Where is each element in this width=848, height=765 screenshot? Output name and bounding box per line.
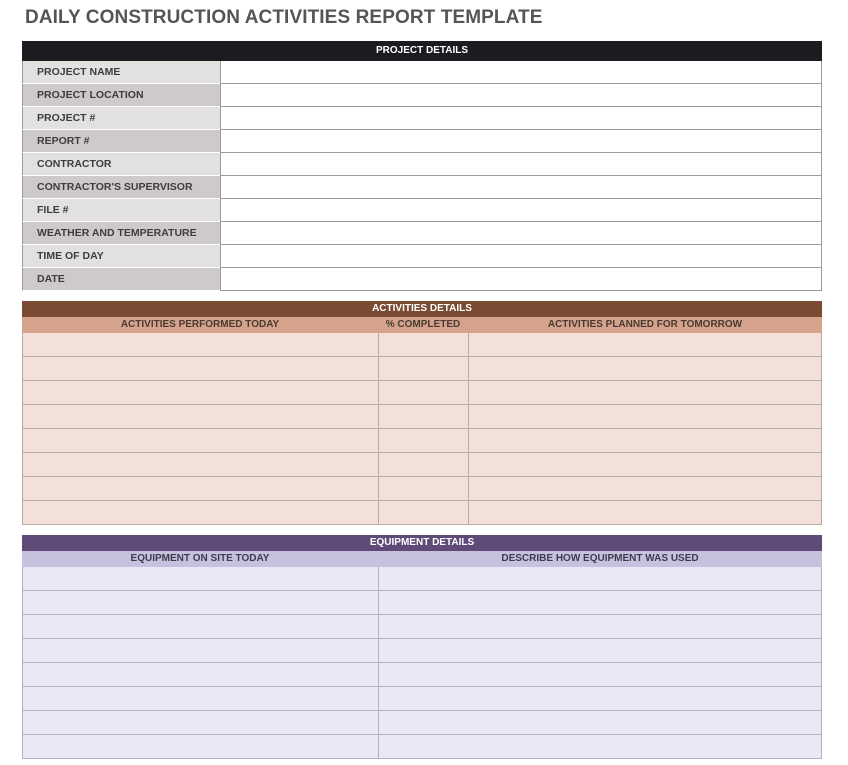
equipment-use-description-cell[interactable] bbox=[378, 735, 822, 759]
project-field-label: FILE # bbox=[22, 199, 220, 222]
activity-planned-cell[interactable] bbox=[468, 429, 822, 453]
activity-performed-cell[interactable] bbox=[22, 405, 378, 429]
equipment-column-headers bbox=[22, 551, 822, 567]
percent-completed-cell[interactable] bbox=[378, 501, 468, 525]
column-activities-planned-tomorrow: ACTIVITIES PLANNED FOR TOMORROW bbox=[547, 319, 743, 330]
activities-rows bbox=[22, 333, 822, 525]
table-row bbox=[22, 429, 822, 453]
table-row bbox=[22, 453, 822, 477]
activity-planned-cell[interactable] bbox=[468, 381, 822, 405]
activity-planned-cell[interactable] bbox=[468, 357, 822, 381]
activity-planned-cell[interactable] bbox=[468, 501, 822, 525]
project-field-value[interactable] bbox=[220, 199, 822, 222]
project-field-value[interactable] bbox=[220, 61, 822, 84]
equipment-on-site-cell[interactable] bbox=[22, 591, 378, 615]
activity-planned-cell[interactable] bbox=[468, 453, 822, 477]
equipment-use-description-cell[interactable] bbox=[378, 591, 822, 615]
table-row bbox=[22, 567, 822, 591]
percent-completed-cell[interactable] bbox=[378, 357, 468, 381]
table-row bbox=[22, 381, 822, 405]
project-details-section bbox=[22, 41, 822, 291]
equipment-details-section bbox=[22, 535, 822, 759]
equipment-use-description-cell[interactable] bbox=[378, 711, 822, 735]
activities-details-section bbox=[22, 301, 822, 525]
project-field-value[interactable] bbox=[220, 130, 822, 153]
table-row bbox=[22, 711, 822, 735]
project-field-label: PROJECT LOCATION bbox=[22, 84, 220, 107]
project-field-row bbox=[22, 222, 822, 245]
project-field-value[interactable] bbox=[220, 222, 822, 245]
page-title: DAILY CONSTRUCTION ACTIVITIES REPORT TEMPLATE bbox=[25, 7, 543, 28]
project-field-value[interactable] bbox=[220, 153, 822, 176]
activity-performed-cell[interactable] bbox=[22, 381, 378, 405]
equipment-on-site-cell[interactable] bbox=[22, 615, 378, 639]
project-field-row bbox=[22, 107, 822, 130]
table-row bbox=[22, 333, 822, 357]
project-field-label: DATE bbox=[22, 268, 220, 291]
project-field-label: CONTRACTOR'S SUPERVISOR bbox=[22, 176, 220, 199]
equipment-rows bbox=[22, 567, 822, 759]
percent-completed-cell[interactable] bbox=[378, 453, 468, 477]
project-field-value[interactable] bbox=[220, 84, 822, 107]
equipment-use-description-cell[interactable] bbox=[378, 567, 822, 591]
project-field-label: CONTRACTOR bbox=[22, 153, 220, 176]
activity-performed-cell[interactable] bbox=[22, 477, 378, 501]
percent-completed-cell[interactable] bbox=[378, 405, 468, 429]
project-field-row bbox=[22, 61, 822, 84]
table-row bbox=[22, 687, 822, 711]
activity-planned-cell[interactable] bbox=[468, 405, 822, 429]
activities-details-header: ACTIVITIES DETAILS bbox=[22, 301, 822, 317]
column-activities-performed-today: ACTIVITIES PERFORMED TODAY bbox=[120, 319, 280, 330]
equipment-details-header: EQUIPMENT DETAILS bbox=[22, 535, 822, 551]
equipment-on-site-cell[interactable] bbox=[22, 735, 378, 759]
project-field-row bbox=[22, 245, 822, 268]
table-row bbox=[22, 735, 822, 759]
project-field-row bbox=[22, 199, 822, 222]
project-field-row bbox=[22, 176, 822, 199]
activity-planned-cell[interactable] bbox=[468, 333, 822, 357]
percent-completed-cell[interactable] bbox=[378, 477, 468, 501]
activity-performed-cell[interactable] bbox=[22, 333, 378, 357]
project-field-label: WEATHER AND TEMPERATURE bbox=[22, 222, 220, 245]
activity-planned-cell[interactable] bbox=[468, 477, 822, 501]
equipment-on-site-cell[interactable] bbox=[22, 663, 378, 687]
equipment-use-description-cell[interactable] bbox=[378, 663, 822, 687]
activity-performed-cell[interactable] bbox=[22, 501, 378, 525]
equipment-on-site-cell[interactable] bbox=[22, 711, 378, 735]
activity-performed-cell[interactable] bbox=[22, 429, 378, 453]
percent-completed-cell[interactable] bbox=[378, 333, 468, 357]
project-field-label: REPORT # bbox=[22, 130, 220, 153]
equipment-use-description-cell[interactable] bbox=[378, 615, 822, 639]
project-details-rows bbox=[22, 61, 822, 291]
project-field-row bbox=[22, 153, 822, 176]
equipment-on-site-cell[interactable] bbox=[22, 639, 378, 663]
activities-column-headers bbox=[22, 317, 822, 333]
table-row bbox=[22, 663, 822, 687]
project-field-value[interactable] bbox=[220, 176, 822, 199]
activity-performed-cell[interactable] bbox=[22, 453, 378, 477]
table-row bbox=[22, 591, 822, 615]
equipment-on-site-cell[interactable] bbox=[22, 567, 378, 591]
project-details-header: PROJECT DETAILS bbox=[22, 41, 822, 61]
project-field-row bbox=[22, 84, 822, 107]
percent-completed-cell[interactable] bbox=[378, 381, 468, 405]
project-field-label: PROJECT NAME bbox=[22, 61, 220, 84]
column-equipment-on-site-today: EQUIPMENT ON SITE TODAY bbox=[130, 553, 270, 564]
table-row bbox=[22, 357, 822, 381]
project-field-value[interactable] bbox=[220, 107, 822, 130]
table-row bbox=[22, 405, 822, 429]
project-field-row bbox=[22, 268, 822, 291]
project-field-value[interactable] bbox=[220, 268, 822, 291]
percent-completed-cell[interactable] bbox=[378, 429, 468, 453]
table-row bbox=[22, 501, 822, 525]
project-field-row bbox=[22, 130, 822, 153]
column-percent-completed: % COMPLETED bbox=[385, 319, 461, 330]
project-field-label: TIME OF DAY bbox=[22, 245, 220, 268]
equipment-use-description-cell[interactable] bbox=[378, 687, 822, 711]
project-field-label: PROJECT # bbox=[22, 107, 220, 130]
activity-performed-cell[interactable] bbox=[22, 357, 378, 381]
column-describe-equipment-use: DESCRIBE HOW EQUIPMENT WAS USED bbox=[501, 553, 699, 564]
project-field-value[interactable] bbox=[220, 245, 822, 268]
table-row bbox=[22, 615, 822, 639]
equipment-on-site-cell[interactable] bbox=[22, 687, 378, 711]
equipment-use-description-cell[interactable] bbox=[378, 639, 822, 663]
table-row bbox=[22, 477, 822, 501]
table-row bbox=[22, 639, 822, 663]
